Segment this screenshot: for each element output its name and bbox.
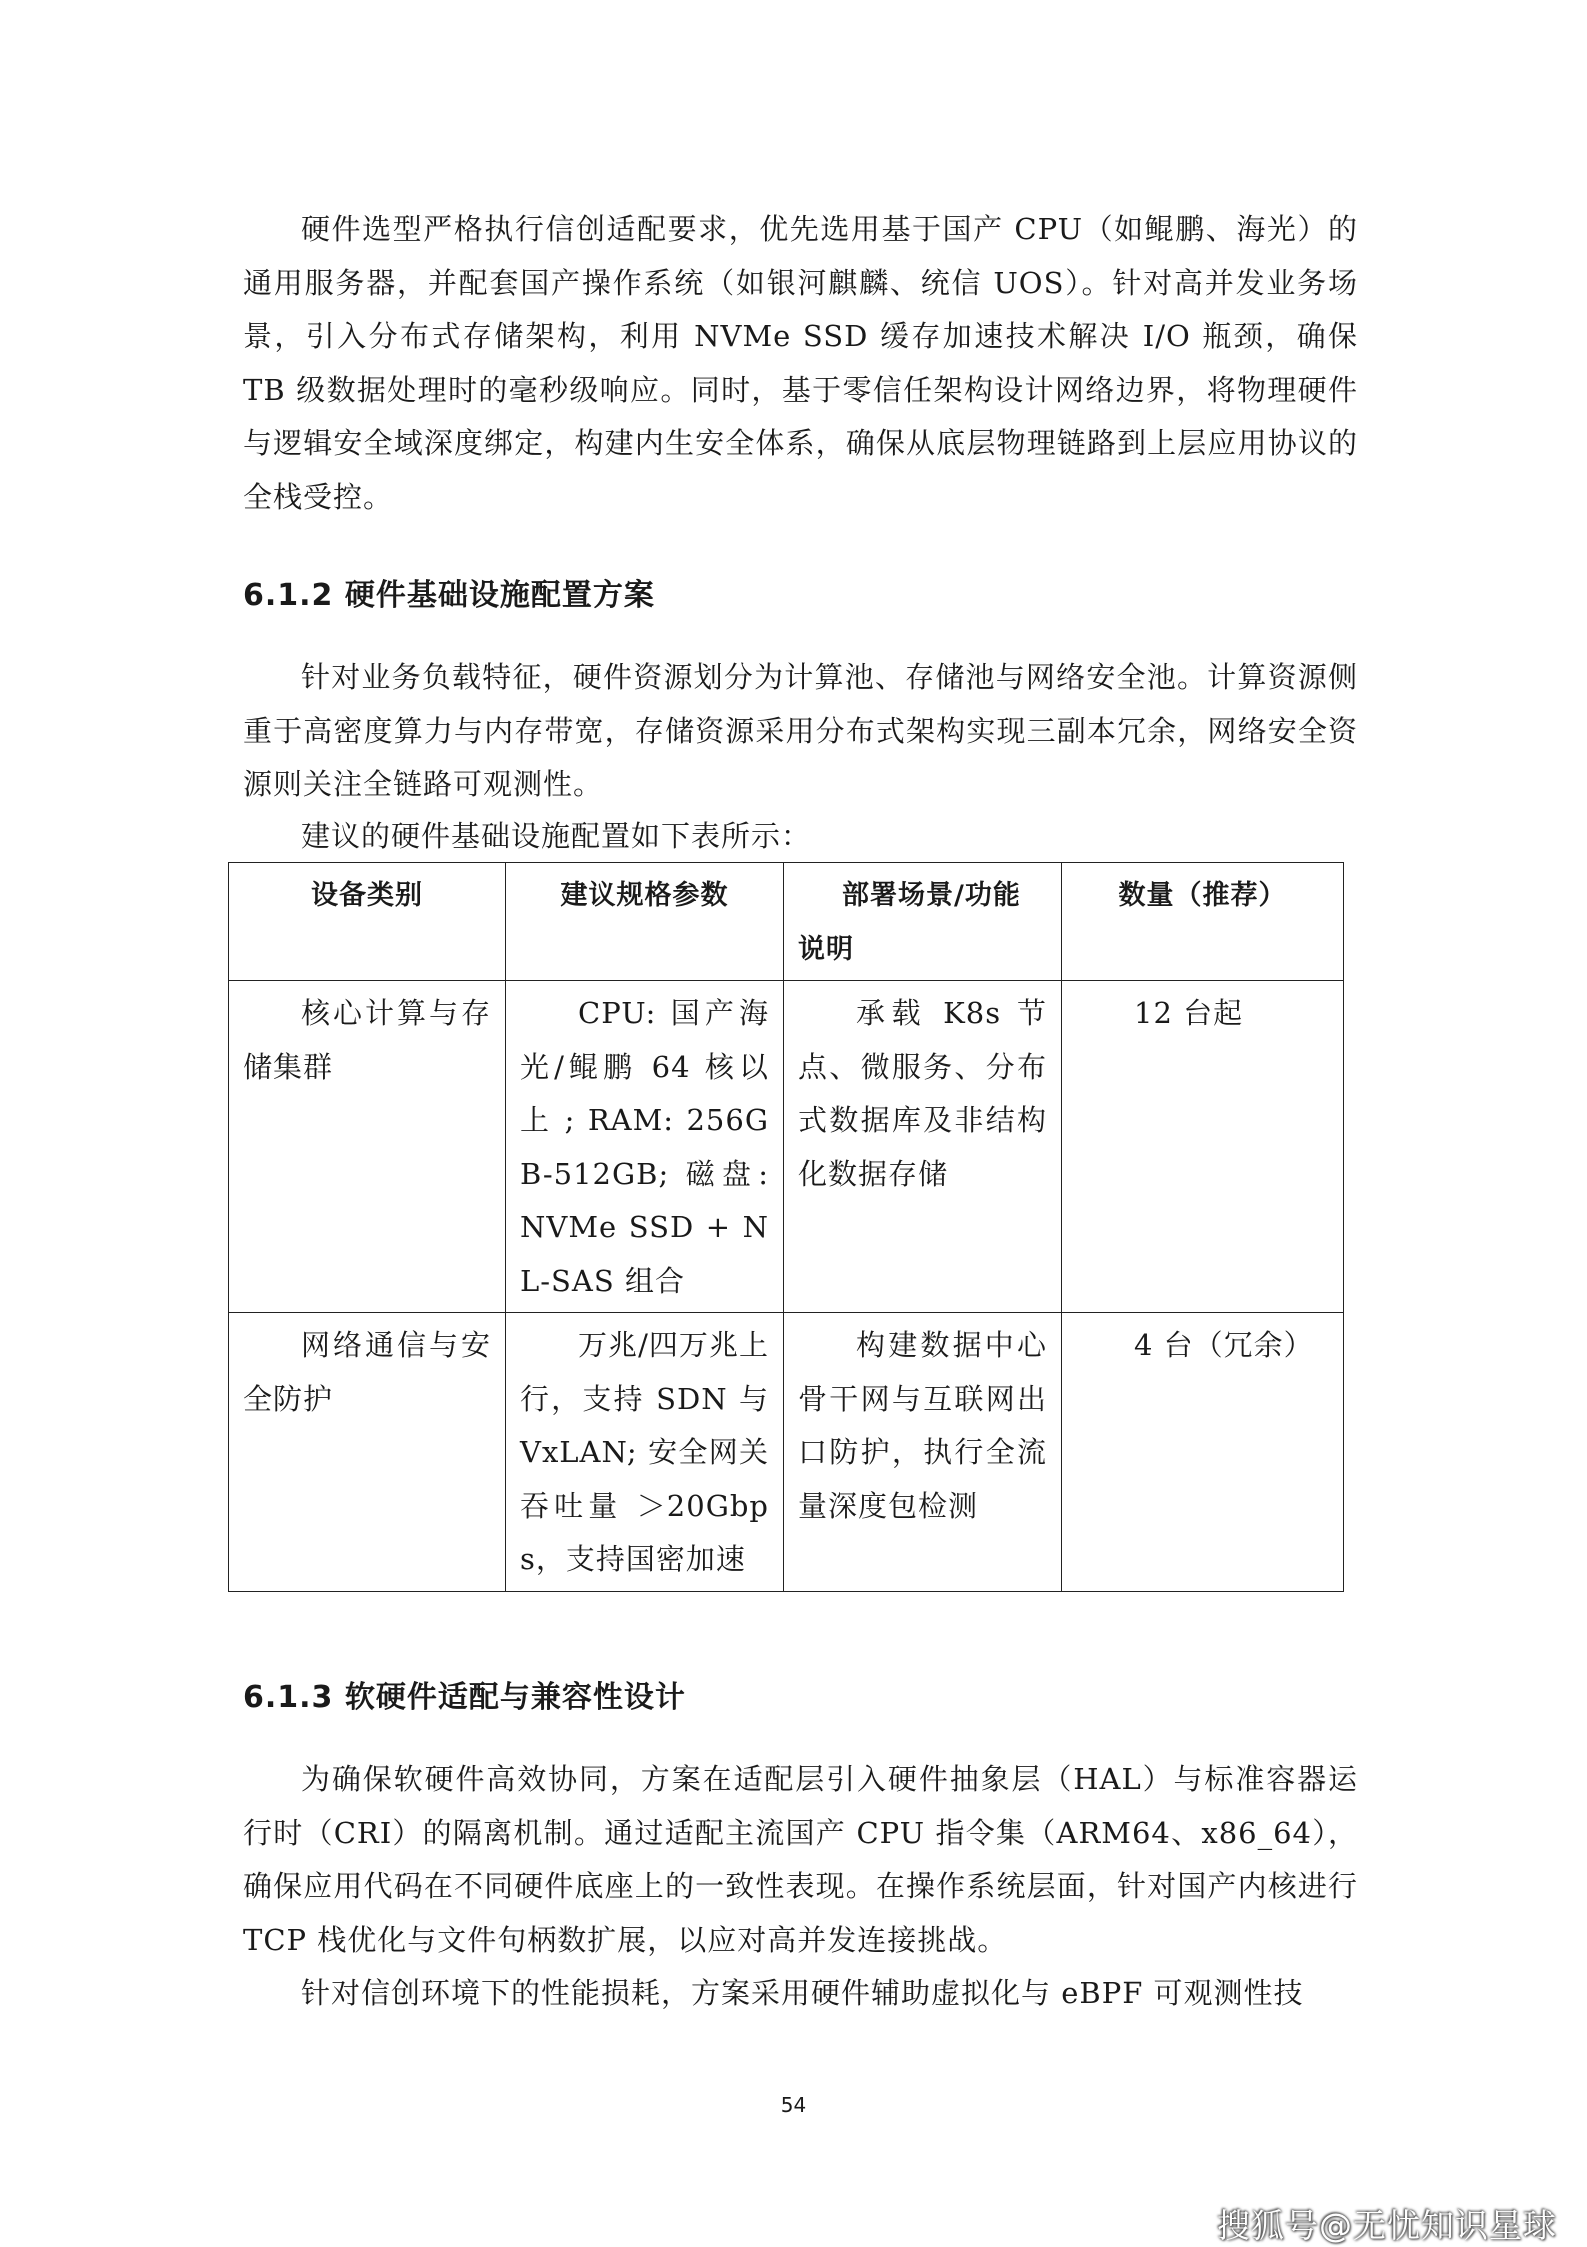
cell-quantity-text: 12 台起 <box>1134 996 1244 1030</box>
table-header-row <box>229 863 1344 981</box>
cell-scenario-text: 承载 K8s 节点、微服务、分布式数据库及非结构化数据存储 <box>798 996 1047 1191</box>
header-spec-params: 建议规格参数 <box>506 863 784 981</box>
header-device-category: 设备类别 <box>229 863 506 981</box>
table-caption: 建议的硬件基础设施配置如下表所示： <box>301 819 812 853</box>
cell-scenario <box>784 981 1062 1313</box>
cell-category <box>229 981 506 1313</box>
cell-spec <box>506 981 784 1313</box>
watermark: 搜狐号@无忧知识星球 <box>1217 2206 1557 2245</box>
cell-quantity-text: 4 台（冗余） <box>1134 1328 1314 1362</box>
table-row <box>229 1313 1344 1592</box>
cell-spec <box>506 1313 784 1592</box>
section-heading-6-1-2: 6.1.2 硬件基础设施配置方案 <box>243 578 655 613</box>
cell-spec-text: 万兆/四万兆上行，支持 SDN 与 VxLAN; 安全网关吞吐量 ＞20Gbps，支持国密加速 <box>520 1328 769 1576</box>
cell-quantity <box>1062 1313 1344 1592</box>
hardware-config-table <box>228 862 1344 1592</box>
paragraph-resource-pools: 针对业务负载特征，硬件资源划分为计算池、存储池与网络安全池。计算资源侧重于高密度算力与内存带宽，存储资源采用分布式架构实现三副本冗余，网络安全资源则关注全链路可观测性。 <box>243 660 1358 801</box>
paragraph-hardware-selection: 硬件选型严格执行信创适配要求，优先选用基于国产 CPU（如鲲鹏、海光）的通用服务器，并配套国产操作系统（如银河麒麟、统信 UOS）。针对高并发业务场景，引入分布式存储架构，利用 NVMe SSD 缓存加速技术解决 I/O 瓶颈，确保 TB 级数据处理时的毫秒级响应。同时，基于零信任架构设计网络边界，将物理硬件与逻辑安全域深度绑定，构建内生安全体系，确保从底层物理链路到上层应用协议的全栈受控。 <box>243 212 1358 514</box>
cell-category-text: 核心计算与存储集群 <box>243 996 491 1084</box>
paragraph-hw-sw-adaptation: 为确保软硬件高效协同，方案在适配层引入硬件抽象层（HAL）与标准容器运行时（CRI）的隔离机制。通过适配主流国产 CPU 指令集（ARM64、x86_64），确保应用代码在不同硬件底座上的一致性表现。在操作系统层面，针对国产内核进行 TCP 栈优化与文件句柄数扩展，以应对高并发连接挑战。 <box>243 1762 1358 1957</box>
cell-quantity <box>1062 981 1344 1313</box>
cell-category-text: 网络通信与安全防护 <box>243 1328 491 1416</box>
cell-scenario <box>784 1313 1062 1592</box>
header-scenario: 部署场景/功能说明 <box>784 863 1062 981</box>
paragraph-performance-loss: 针对信创环境下的性能损耗，方案采用硬件辅助虚拟化与 eBPF 可观测性技 <box>301 1976 1304 2010</box>
page-number: 54 <box>780 2093 807 2117</box>
section-heading-6-1-3: 6.1.3 软硬件适配与兼容性设计 <box>243 1680 686 1715</box>
cell-scenario-text: 构建数据中心骨干网与互联网出口防护，执行全流量深度包检测 <box>798 1328 1047 1523</box>
cell-spec-text: CPU: 国产海光/鲲鹏 64 核以上 ; RAM: 256GB-512GB; 磁盘: NVMe SSD + NL-SAS 组合 <box>520 996 769 1298</box>
table-row <box>229 981 1344 1313</box>
cell-category <box>229 1313 506 1592</box>
header-quantity: 数量（推荐） <box>1062 863 1344 981</box>
